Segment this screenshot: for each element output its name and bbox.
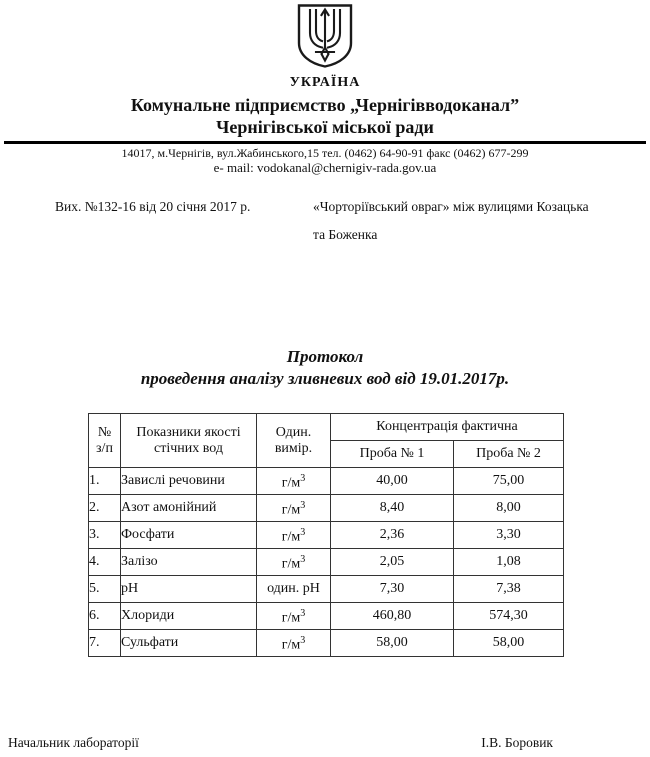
table-row xyxy=(89,603,564,630)
row-number: 4. xyxy=(89,549,121,576)
email-line: e- mail: vodokanal@chernigiv-rada.gov.ua xyxy=(213,160,437,175)
ukraine-tryzub-emblem-icon xyxy=(296,3,354,74)
row-sample1-value: 7,30 xyxy=(331,576,454,603)
row-indicator: рН xyxy=(121,576,257,603)
table-row xyxy=(89,630,564,657)
row-unit: $г/м^3$ xyxy=(257,522,331,549)
address-line: 14017, м.Чернігів, вул.Жабинського,15 тел. (0462) 64-90-91 факс (0462) 677-299 xyxy=(121,146,529,160)
results-table-body xyxy=(89,468,564,657)
row-sample1-value: 58,00 xyxy=(331,630,454,657)
table-row xyxy=(89,549,564,576)
analysis-results-table xyxy=(88,413,564,657)
row-number: 7. xyxy=(89,630,121,657)
col-header-indicator: Показники якості стічних вод xyxy=(121,414,257,468)
row-sample1-value: 2,36 xyxy=(331,522,454,549)
row-indicator: Завислі речовини xyxy=(121,468,257,495)
signature-role: Начальник лабораторії xyxy=(8,735,139,750)
row-sample1-value: 40,00 xyxy=(331,468,454,495)
table-header-row-1 xyxy=(89,414,564,441)
row-sample2-value: 1,08 xyxy=(454,549,564,576)
letterhead-divider xyxy=(4,141,646,144)
row-unit: $г/м^3$ xyxy=(257,549,331,576)
row-unit: $г/м^3$ xyxy=(257,630,331,657)
row-sample2-value: 58,00 xyxy=(454,630,564,657)
row-sample1-value: 2,05 xyxy=(331,549,454,576)
row-number: 1. xyxy=(89,468,121,495)
row-unit: один. рН xyxy=(257,576,331,603)
signature-block xyxy=(0,734,650,751)
row-sample2-value: 7,38 xyxy=(454,576,564,603)
row-sample2-value: 3,30 xyxy=(454,522,564,549)
row-indicator: Хлориди xyxy=(121,603,257,630)
reference-block xyxy=(0,193,650,249)
row-indicator: Фосфати xyxy=(121,522,257,549)
organization-name-line1: Комунальне підприємство „Чернігівводоканал” xyxy=(130,95,520,115)
row-sample1-value: 8,40 xyxy=(331,495,454,522)
row-sample2-value: 574,30 xyxy=(454,603,564,630)
table-row xyxy=(89,495,564,522)
location-line2: та Боженка xyxy=(313,227,378,242)
row-sample1-value: 460,80 xyxy=(331,603,454,630)
row-number: 5. xyxy=(89,576,121,603)
col-header-sample1: Проба № 1 xyxy=(331,441,454,468)
row-number: 3. xyxy=(89,522,121,549)
table-row xyxy=(89,576,564,603)
row-number: 6. xyxy=(89,603,121,630)
row-unit: $г/м^3$ xyxy=(257,468,331,495)
location-line1: «Чорторіївський овраг» між вулицями Козацька xyxy=(313,199,589,214)
document-title xyxy=(0,346,650,390)
row-unit: $г/м^3$ xyxy=(257,603,331,630)
title-line2: проведення аналізу зливневих вод від 19.01.2017р. xyxy=(140,369,510,388)
title-line1: Протокол xyxy=(286,347,364,366)
col-header-concentration: Концентрація фактична xyxy=(331,414,564,441)
col-header-number: № з/п xyxy=(89,414,121,468)
row-indicator: Азот амонійний xyxy=(121,495,257,522)
outgoing-number: Вих. №132-16 від 20 січня 2017 р. xyxy=(55,199,251,214)
row-indicator: Сульфати xyxy=(121,630,257,657)
row-sample2-value: 75,00 xyxy=(454,468,564,495)
col-header-unit: Один. вимір. xyxy=(257,414,331,468)
row-sample2-value: 8,00 xyxy=(454,495,564,522)
col-header-sample2: Проба № 2 xyxy=(454,441,564,468)
row-unit: $г/м^3$ xyxy=(257,495,331,522)
country-name: УКРАЇНА xyxy=(289,75,361,90)
organization-name-line2: Чернігівської міської ради xyxy=(216,117,434,137)
table-row xyxy=(89,522,564,549)
letterhead xyxy=(0,0,650,138)
location-note xyxy=(313,193,613,249)
row-indicator: Залізо xyxy=(121,549,257,576)
row-number: 2. xyxy=(89,495,121,522)
table-row xyxy=(89,468,564,495)
signature-name: І.В. Боровик xyxy=(481,735,553,750)
